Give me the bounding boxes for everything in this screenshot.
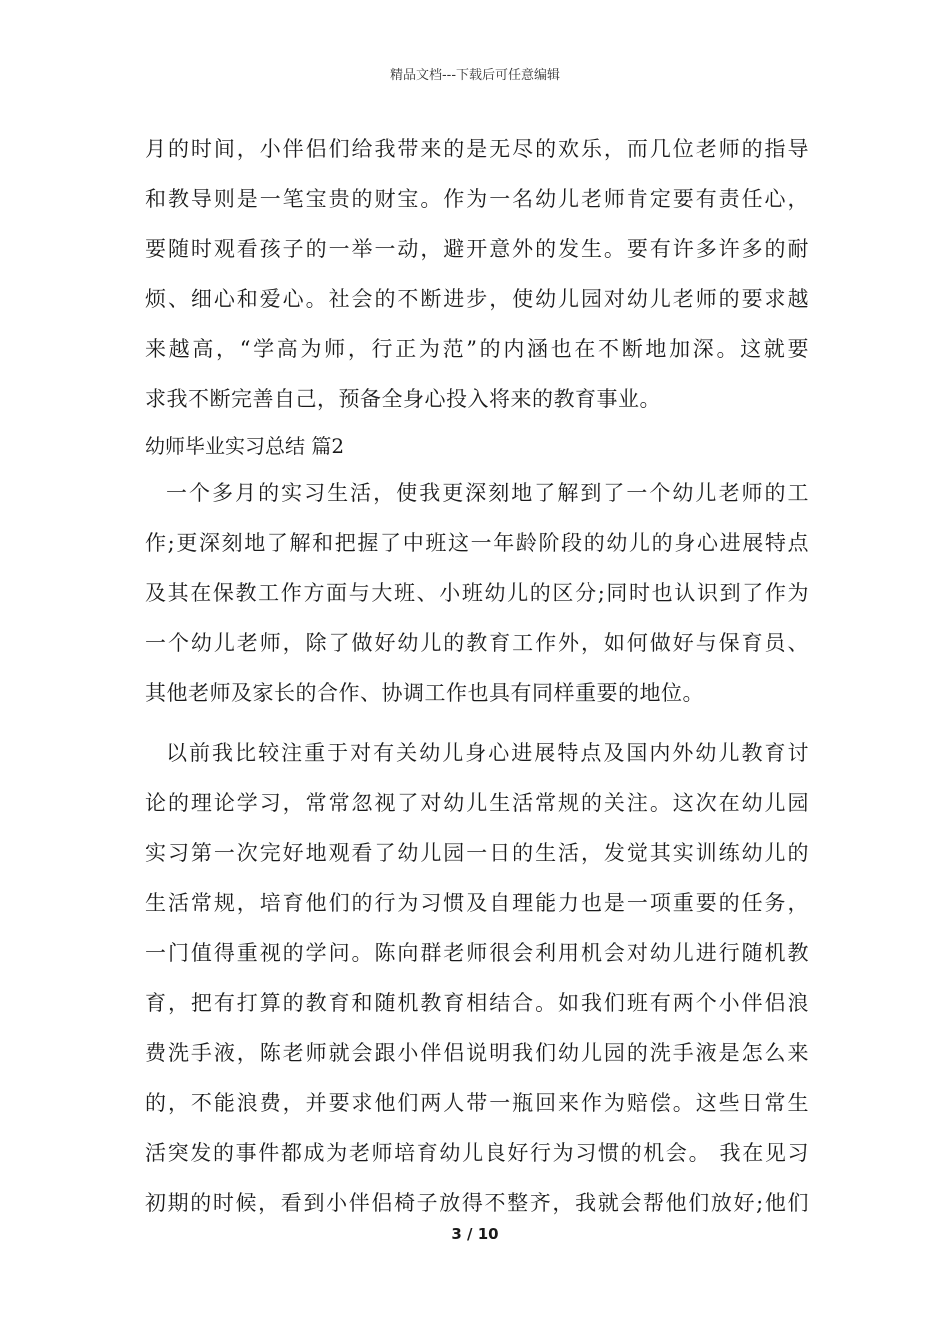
text-line: 一个幼儿老师，除了做好幼儿的教育工作外，如何做好与保育员、 (145, 631, 809, 655)
document-body (145, 124, 809, 1228)
paragraph-gap (145, 718, 809, 728)
text-line: 以前我比较注重于对有关幼儿身心进展特点及国内外幼儿教育讨 (166, 741, 809, 765)
text-line: 作;更深刻地了解和把握了中班这一年龄阶段的幼儿的身心进展特点 (145, 531, 809, 555)
text-line: 一门值得重视的学问。陈向群老师很会利用机会对幼儿进行随机教 (145, 941, 809, 965)
text-line: 来越高，“学高为师，行正为范”的内涵也在不断地加深。这就要 (145, 337, 809, 361)
text-line: 和教导则是一笔宝贵的财宝。作为一名幼儿老师肯定要有责任心， (145, 187, 809, 211)
text-line: 要随时观看孩子的一举一动，避开意外的发生。要有许多许多的耐 (145, 237, 809, 261)
text-line: 实习第一次完好地观看了幼儿园一日的生活，发觉其实训练幼儿的 (145, 841, 809, 865)
page-header: 精品文档---下载后可任意编辑 (389, 68, 561, 83)
text-line: 求我不断完善自己，预备全身心投入将来的教育事业。 (145, 387, 661, 411)
text-line: 烦、细心和爱心。社会的不断进步，使幼儿园对幼儿老师的要求越 (145, 287, 809, 311)
text-line: 费洗手液，陈老师就会跟小伴侣说明我们幼儿园的洗手液是怎么来 (145, 1041, 809, 1065)
text-line: 活突发的事件都成为老师培育幼儿良好行为习惯的机会。 我在见习 (145, 1141, 809, 1165)
text-line: 初期的时候，看到小伴侣椅子放得不整齐，我就会帮他们放好;他们 (145, 1191, 809, 1215)
paragraph (145, 728, 809, 1228)
text-line: 一个多月的实习生活，使我更深刻地了解到了一个幼儿老师的工 (166, 481, 809, 505)
text-line: 及其在保教工作方面与大班、小班幼儿的区分;同时也认识到了作为 (145, 581, 809, 605)
paragraph (145, 124, 809, 424)
paragraph (145, 468, 809, 718)
text-line: 月的时间，小伴侣们给我带来的是无尽的欢乐，而几位老师的指导 (145, 137, 809, 161)
text-line: 育，把有打算的教育和随机教育相结合。如我们班有两个小伴侣浪 (145, 991, 809, 1015)
section-heading: 幼师毕业实习总结 篇2 (145, 434, 345, 458)
page-number: 3 / 10 (451, 1225, 499, 1243)
text-line: 论的理论学习，常常忽视了对幼儿生活常规的关注。这次在幼儿园 (145, 791, 809, 815)
text-line: 的，不能浪费，并要求他们两人带一瓶回来作为赔偿。这些日常生 (145, 1091, 809, 1115)
text-line: 生活常规，培育他们的行为习惯及自理能力也是一项重要的任务， (145, 891, 809, 915)
text-line: 其他老师及家长的合作、协调工作也具有同样重要的地位。 (145, 681, 704, 705)
